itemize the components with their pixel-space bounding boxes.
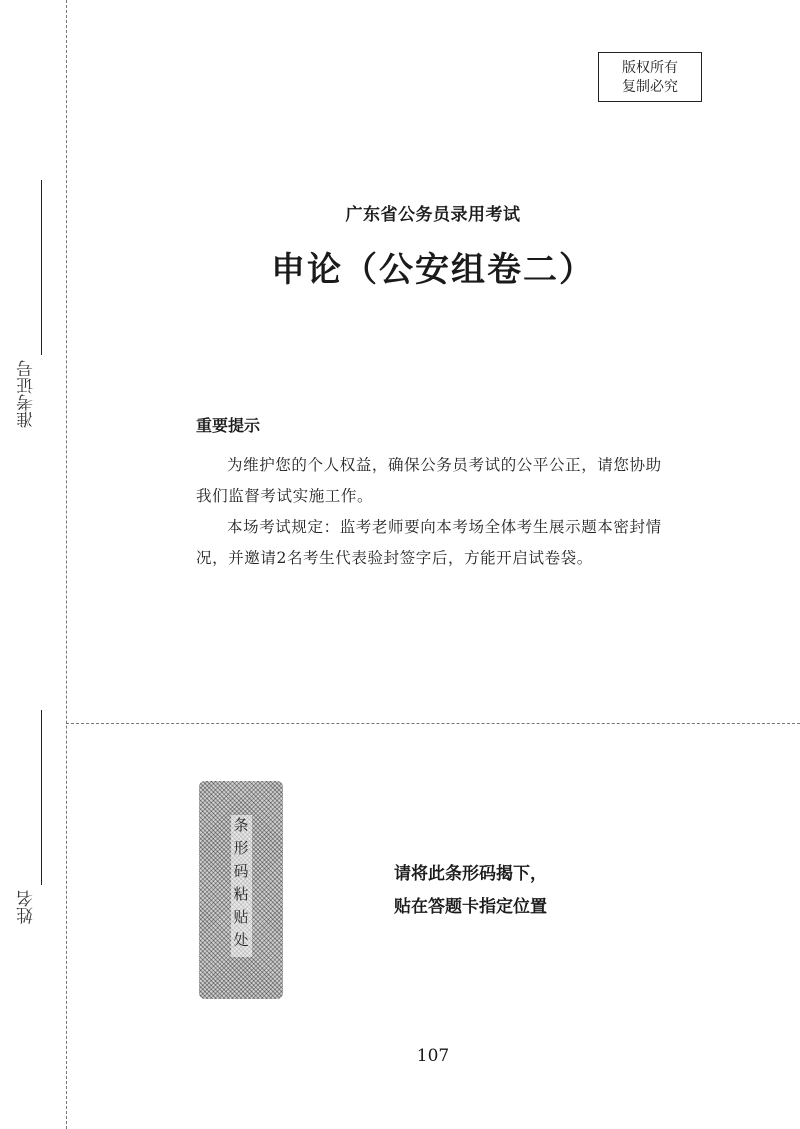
barcode-area-label <box>199 815 283 957</box>
copyright-box <box>598 52 702 102</box>
barcode-instruction <box>394 858 547 924</box>
binding-margin-line <box>66 0 67 1129</box>
notice-body <box>196 450 666 574</box>
notice-paragraph: 为维护您的个人权益，确保公务员考试的公平公正，请您协助我们监督考试实施工作。 <box>196 456 662 505</box>
barcode-instruction-line-1: 请将此条形码揭下， <box>394 864 547 884</box>
exam-title: 申论（公安组卷二） <box>271 250 595 290</box>
exam-organization: 广东省公务员录用考试 <box>345 205 521 225</box>
copyright-line-1: 版权所有 <box>622 60 678 76</box>
notice-paragraph: 本场考试规定：监考老师要向本考场全体考生展示题本密封情况，并邀请2名考生代表验封签字后，方能开启试卷袋。 <box>196 518 662 567</box>
page-number: 107 <box>416 1046 450 1066</box>
barcode-sticker[interactable] <box>199 781 283 999</box>
exam-id-label: 准考证号 <box>17 360 37 428</box>
name-underline <box>41 710 42 885</box>
copyright-line-2: 复制必究 <box>622 79 678 95</box>
name-field <box>14 710 50 950</box>
barcode-area-label-text: 条形码粘贴处 <box>231 817 250 955</box>
name-label: 姓名 <box>17 890 37 924</box>
notice-heading: 重要提示 <box>196 416 261 435</box>
barcode-instruction-line-2: 贴在答题卡指定位置 <box>394 897 547 917</box>
cut-line <box>66 723 800 724</box>
